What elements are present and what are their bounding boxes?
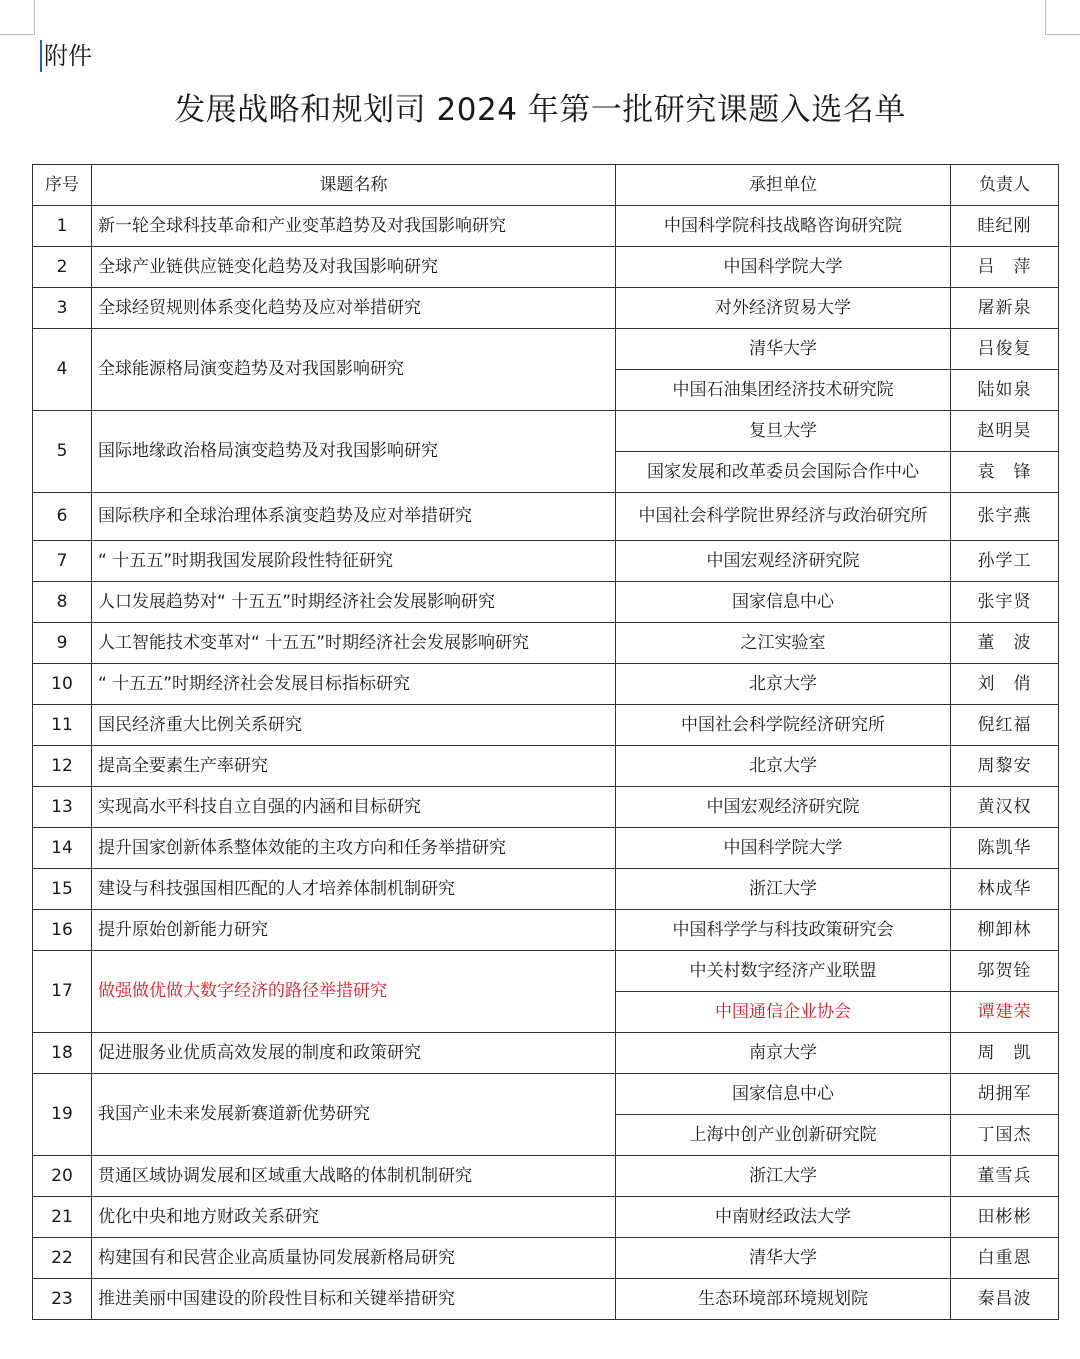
table-row [33,493,1059,541]
table-header-row [33,165,1059,206]
project-lead: 黄汉权 [951,787,1059,828]
row-number: 4 [33,329,92,411]
undertaking-unit: 北京大学 [616,746,951,787]
project-lead: 董 波 [951,623,1059,664]
undertaking-unit: 中国科学院科技战略咨询研究院 [616,206,951,247]
table-row [33,705,1059,746]
project-lead: 柳卸林 [951,910,1059,951]
project-lead: 孙学工 [951,541,1059,582]
undertaking-unit: 之江实验室 [616,623,951,664]
undertaking-unit: 上海中创产业创新研究院 [616,1115,951,1156]
row-number: 18 [33,1033,92,1074]
column-header-number: 序号 [33,165,92,206]
topic-name: 全球能源格局演变趋势及对我国影响研究 [92,329,616,411]
project-lead: 眭纪刚 [951,206,1059,247]
row-number: 16 [33,910,92,951]
table-row [33,623,1059,664]
undertaking-unit: 中国社会科学院经济研究所 [616,705,951,746]
undertaking-unit: 中关村数字经济产业联盟 [616,951,951,992]
table-row [33,787,1059,828]
project-lead: 倪红福 [951,705,1059,746]
table-row [33,582,1059,623]
project-lead: 田彬彬 [951,1197,1059,1238]
project-lead: 邬贺铨 [951,951,1059,992]
undertaking-unit: 清华大学 [616,1238,951,1279]
undertaking-unit: 中国科学院大学 [616,247,951,288]
project-lead: 丁国杰 [951,1115,1059,1156]
undertaking-unit: 中国宏观经济研究院 [616,541,951,582]
table-row [33,288,1059,329]
undertaking-unit: 生态环境部环境规划院 [616,1279,951,1320]
column-header-unit: 承担单位 [616,165,951,206]
topic-name: 全球产业链供应链变化趋势及对我国影响研究 [92,247,616,288]
project-lead: 张宇贤 [951,582,1059,623]
topic-name: 提升国家创新体系整体效能的主攻方向和任务举措研究 [92,828,616,869]
topic-name: 促进服务业优质高效发展的制度和政策研究 [92,1033,616,1074]
undertaking-unit: 中国通信企业协会 [616,992,951,1033]
topic-name: 做强做优做大数字经济的路径举措研究 [92,951,616,1033]
document-title: 发展战略和规划司 2024 年第一批研究课题入选名单 [174,92,906,128]
undertaking-unit: 国家发展和改革委员会国际合作中心 [616,452,951,493]
project-lead: 吕俊复 [951,329,1059,370]
table-row [33,910,1059,951]
table-row [33,664,1059,705]
row-number: 17 [33,951,92,1033]
undertaking-unit: 中国社会科学院世界经济与政治研究所 [616,493,951,541]
table-row [33,411,1059,452]
table-row [33,1279,1059,1320]
topic-name: 人工智能技术变革对“ 十五五”时期经济社会发展影响研究 [92,623,616,664]
row-number: 7 [33,541,92,582]
undertaking-unit: 中国科学院大学 [616,828,951,869]
project-lead: 袁 锋 [951,452,1059,493]
undertaking-unit: 北京大学 [616,664,951,705]
project-lead: 周黎安 [951,746,1059,787]
project-lead: 吕 萍 [951,247,1059,288]
column-header-topic: 课题名称 [92,165,616,206]
undertaking-unit: 对外经济贸易大学 [616,288,951,329]
row-number: 3 [33,288,92,329]
table-row [33,247,1059,288]
project-lead: 白重恩 [951,1238,1059,1279]
undertaking-unit: 中国科学学与科技政策研究会 [616,910,951,951]
attachment-label: 附件 [44,42,92,70]
row-number: 6 [33,493,92,541]
row-number: 23 [33,1279,92,1320]
topic-name: 提升原始创新能力研究 [92,910,616,951]
topic-name: 新一轮全球科技革命和产业变革趋势及对我国影响研究 [92,206,616,247]
undertaking-unit: 国家信息中心 [616,582,951,623]
row-number: 9 [33,623,92,664]
table-row [33,1238,1059,1279]
selection-table [32,164,1059,1320]
table-row [33,869,1059,910]
row-number: 21 [33,1197,92,1238]
undertaking-unit: 中南财经政法大学 [616,1197,951,1238]
topic-name: 全球经贸规则体系变化趋势及应对举措研究 [92,288,616,329]
table-row [33,1074,1059,1115]
topic-name: 国际秩序和全球治理体系演变趋势及应对举措研究 [92,493,616,541]
project-lead: 陆如泉 [951,370,1059,411]
project-lead: 胡拥军 [951,1074,1059,1115]
row-number: 1 [33,206,92,247]
undertaking-unit: 中国宏观经济研究院 [616,787,951,828]
undertaking-unit: 清华大学 [616,329,951,370]
row-number: 15 [33,869,92,910]
table-row [33,828,1059,869]
table-row [33,329,1059,370]
topic-name: 构建国有和民营企业高质量协同发展新格局研究 [92,1238,616,1279]
project-lead: 赵明昊 [951,411,1059,452]
topic-name: 人口发展趋势对“ 十五五”时期经济社会发展影响研究 [92,582,616,623]
page-corner-mark-left [0,0,35,35]
row-number: 19 [33,1074,92,1156]
topic-name: “ 十五五”时期我国发展阶段性特征研究 [92,541,616,582]
topic-name: 贯通区域协调发展和区域重大战略的体制机制研究 [92,1156,616,1197]
table-row [33,206,1059,247]
row-number: 20 [33,1156,92,1197]
topic-name: 实现高水平科技自立自强的内涵和目标研究 [92,787,616,828]
row-number: 13 [33,787,92,828]
table-row [33,1033,1059,1074]
row-number: 2 [33,247,92,288]
table-row [33,1197,1059,1238]
project-lead: 刘 俏 [951,664,1059,705]
topic-name: 国民经济重大比例关系研究 [92,705,616,746]
row-number: 10 [33,664,92,705]
topic-name: 优化中央和地方财政关系研究 [92,1197,616,1238]
topic-name: 推进美丽中国建设的阶段性目标和关键举措研究 [92,1279,616,1320]
topic-name: 我国产业未来发展新赛道新优势研究 [92,1074,616,1156]
row-number: 22 [33,1238,92,1279]
topic-name: 建设与科技强国相匹配的人才培养体制机制研究 [92,869,616,910]
project-lead: 董雪兵 [951,1156,1059,1197]
undertaking-unit: 国家信息中心 [616,1074,951,1115]
table-row [33,746,1059,787]
topic-name: “ 十五五”时期经济社会发展目标指标研究 [92,664,616,705]
undertaking-unit: 浙江大学 [616,869,951,910]
row-number: 5 [33,411,92,493]
text-cursor [40,40,42,72]
row-number: 12 [33,746,92,787]
topic-name: 国际地缘政治格局演变趋势及对我国影响研究 [92,411,616,493]
undertaking-unit: 复旦大学 [616,411,951,452]
undertaking-unit: 南京大学 [616,1033,951,1074]
undertaking-unit: 中国石油集团经济技术研究院 [616,370,951,411]
project-lead: 秦昌波 [951,1279,1059,1320]
table-body [33,206,1059,1320]
row-number: 11 [33,705,92,746]
topic-name: 提高全要素生产率研究 [92,746,616,787]
project-lead: 张宇燕 [951,493,1059,541]
project-lead: 周 凯 [951,1033,1059,1074]
row-number: 14 [33,828,92,869]
table-row [33,541,1059,582]
page-corner-mark-right [1045,0,1080,35]
column-header-lead: 负责人 [951,165,1059,206]
project-lead: 屠新泉 [951,288,1059,329]
table-row [33,951,1059,992]
project-lead: 谭建荣 [951,992,1059,1033]
project-lead: 林成华 [951,869,1059,910]
table-row [33,1156,1059,1197]
row-number: 8 [33,582,92,623]
undertaking-unit: 浙江大学 [616,1156,951,1197]
project-lead: 陈凯华 [951,828,1059,869]
